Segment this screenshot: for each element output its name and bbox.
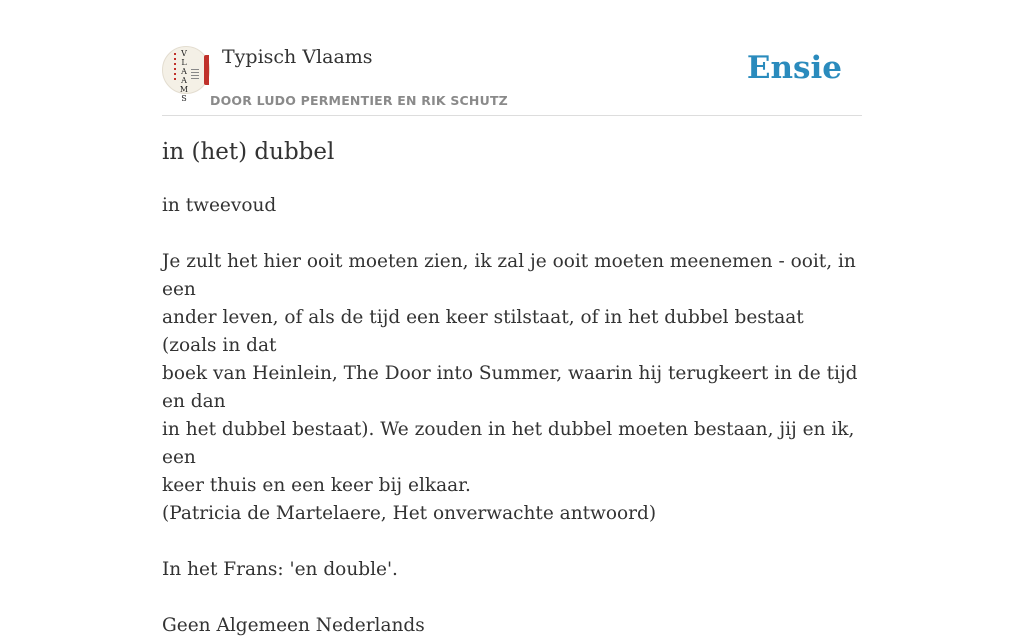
avatar-red-edge: [204, 55, 209, 85]
avatar-red-marks: [174, 53, 176, 83]
spacer: [162, 584, 862, 612]
author-avatar[interactable]: [162, 46, 210, 103]
entry-title: in (het) dubbel: [162, 139, 335, 165]
page-container: [162, 0, 862, 636]
quote-line: Je zult het hier ooit moeten zien, ik zal je ooit moeten meenemen - ooit, in een: [162, 251, 856, 300]
quote-line: boek van Heinlein, The Door into Summer, waarin hij terugkeert in de tijd en dan: [162, 363, 858, 412]
brand-logo-link[interactable]: Ensie: [746, 50, 842, 86]
footer-note: Geen Algemeen Nederlands: [162, 615, 425, 636]
spacer: [162, 528, 862, 556]
french-note: In het Frans: 'en double'.: [162, 559, 398, 580]
quote-source: (Patricia de Martelaere, Het onverwachte antwoord): [162, 503, 657, 524]
avatar-letters: V L A A M S: [179, 49, 189, 103]
spacer: [162, 220, 862, 248]
site-title-link[interactable]: Typisch Vlaams: [222, 46, 373, 68]
header: [162, 0, 862, 116]
entry-content: [162, 192, 862, 640]
byline: DOOR LUDO PERMENTIER EN RIK SCHUTZ: [210, 93, 508, 108]
quote-line: ander leven, of als de tijd een keer stilstaat, of in het dubbel bestaat (zoals in dat: [162, 307, 804, 356]
definition-text: in tweevoud: [162, 195, 277, 216]
avatar-text-lines: [191, 69, 199, 79]
quote-line: in het dubbel bestaat). We zouden in het dubbel moeten bestaan, jij en ik, een: [162, 419, 855, 468]
quote-line: keer thuis en een keer bij elkaar.: [162, 475, 471, 496]
